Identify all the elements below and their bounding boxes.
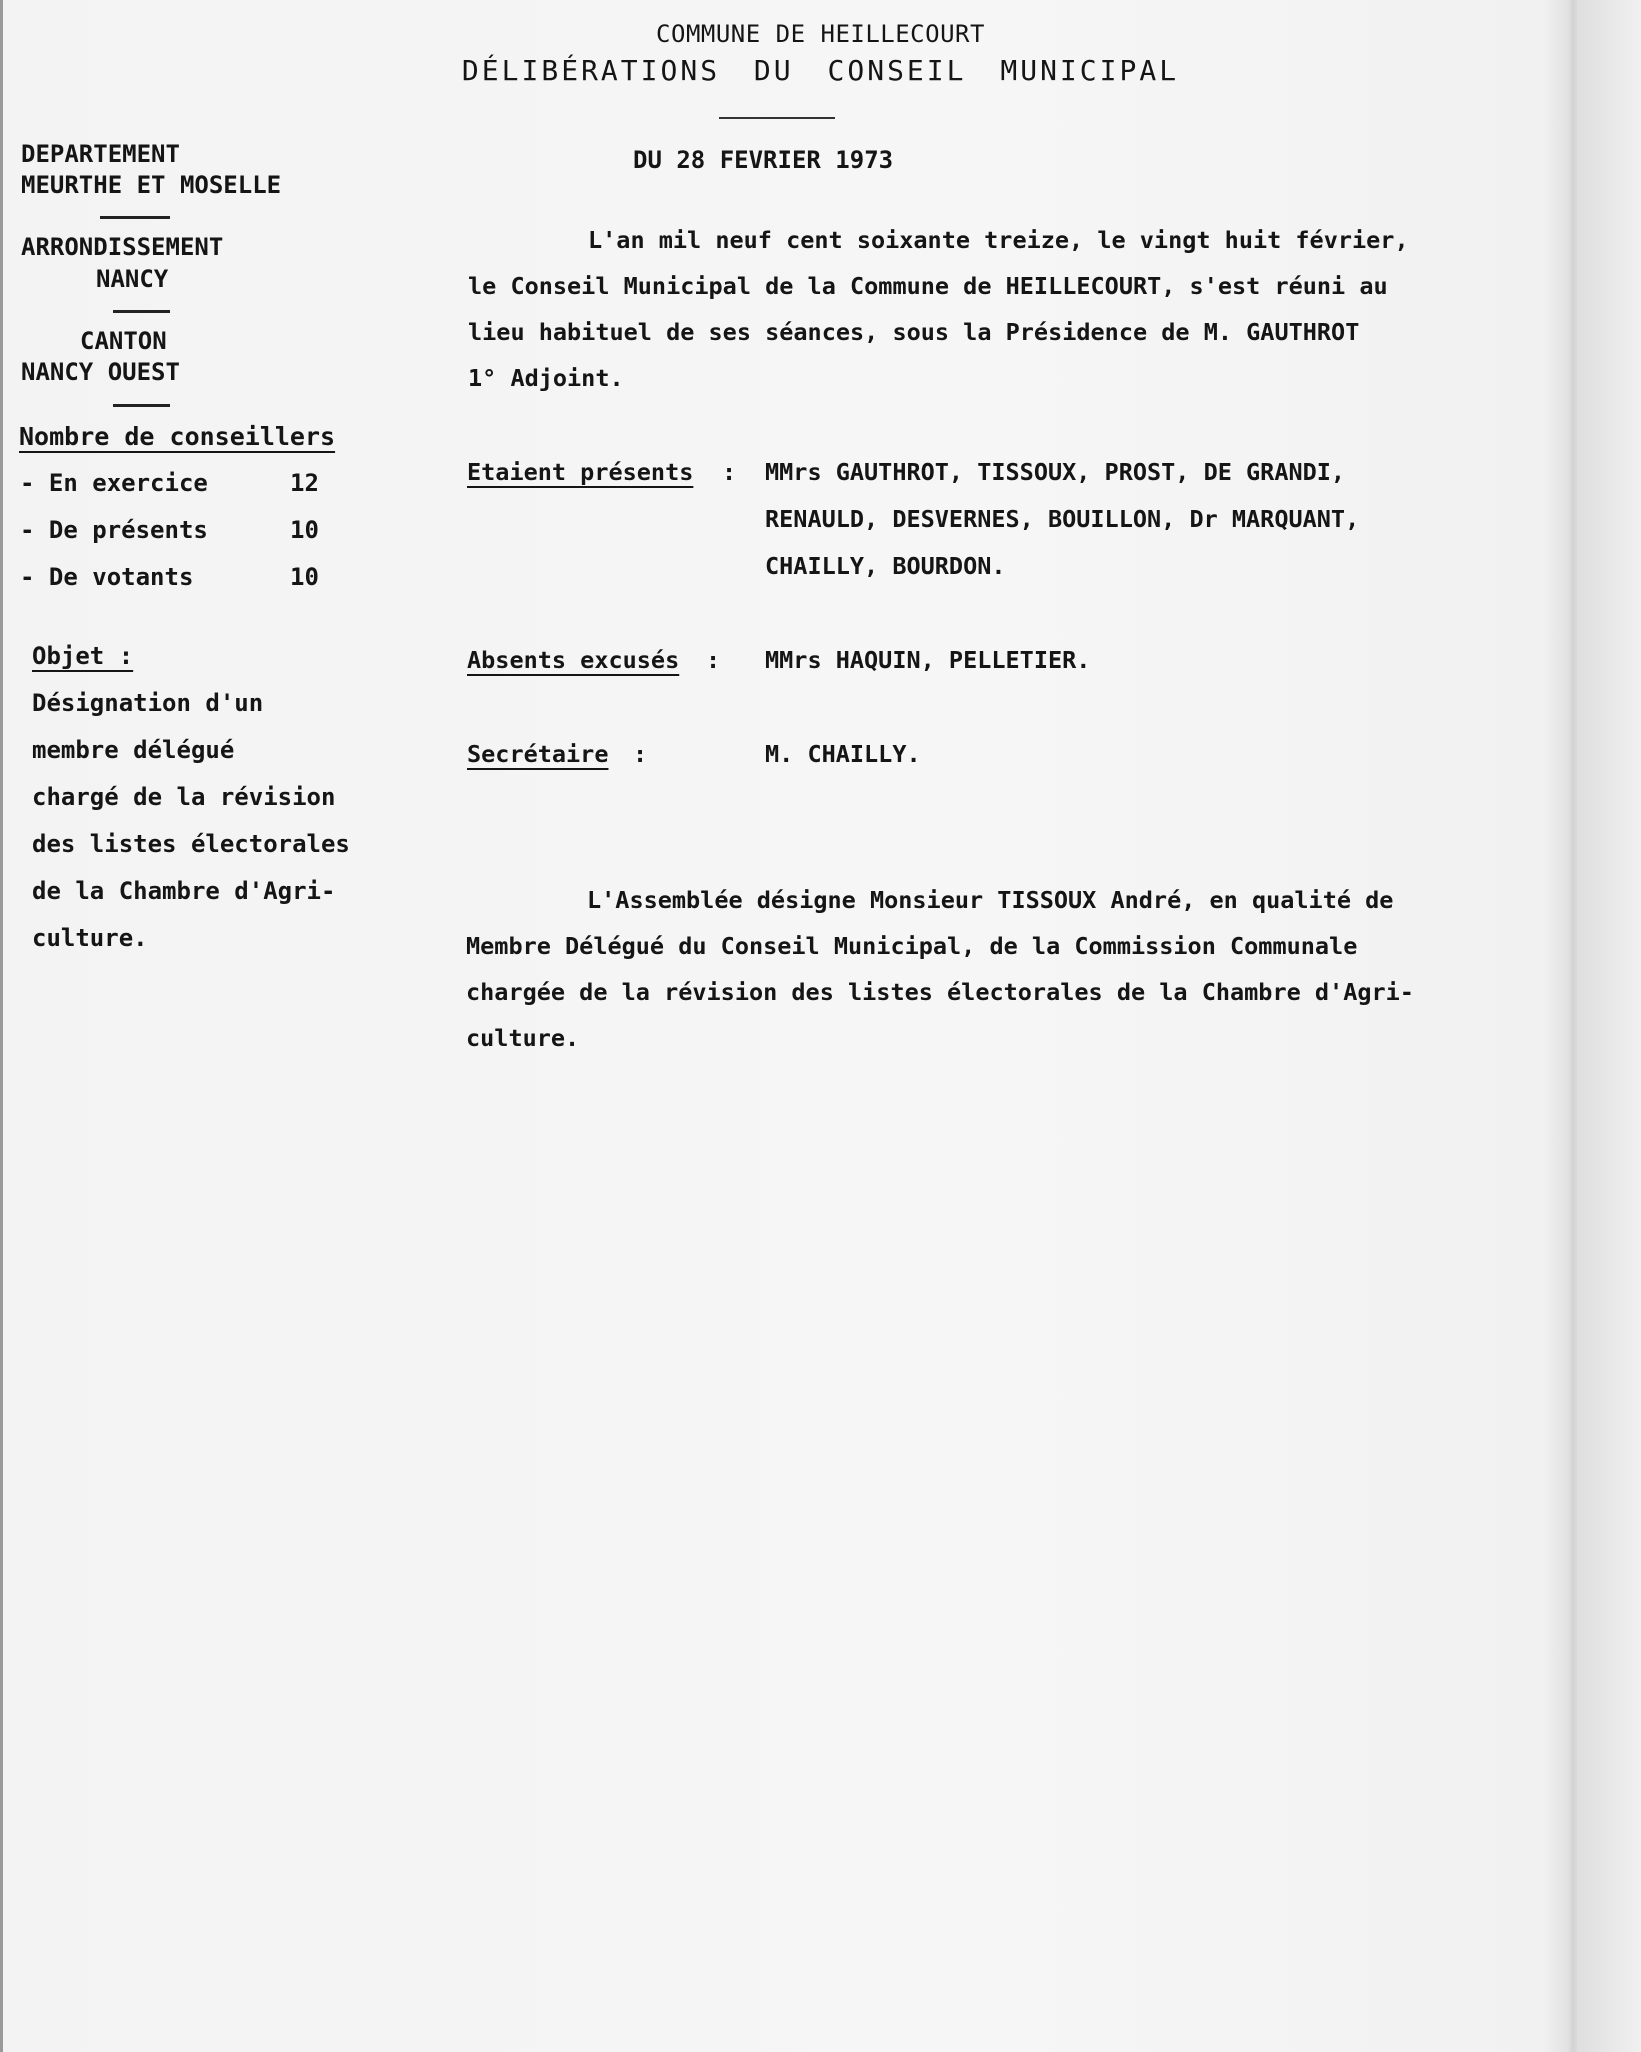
separator-dash [113, 310, 170, 313]
presents-line: RENAULD, DESVERNES, BOUILLON, Dr MARQUANT, [765, 505, 1360, 533]
intro-line: L'an mil neuf cent soixante treize, le vingt huit février, [588, 226, 1409, 254]
intro-line: 1° Adjoint. [468, 364, 624, 392]
objet-line: des listes électorales [32, 830, 350, 858]
objet-line: de la Chambre d'Agri- [32, 877, 336, 905]
secretaire-colon: : [633, 740, 648, 768]
absents-colon: : [706, 646, 721, 674]
count-label: - En exercice [20, 469, 208, 497]
presents-colon: : [722, 458, 737, 486]
departement-label: DEPARTEMENT [21, 140, 180, 168]
count-value: 12 [290, 469, 319, 497]
absents-label: Absents excusés [467, 646, 680, 674]
header-rule [719, 117, 835, 119]
presents-label: Etaient présents [467, 458, 694, 486]
objet-line: Désignation d'un [32, 689, 264, 717]
meeting-date: DU 28 FEVRIER 1973 [633, 146, 894, 174]
separator-dash [100, 216, 170, 219]
secretaire-label: Secrétaire [467, 740, 609, 768]
presents-line: MMrs GAUTHROT, TISSOUX, PROST, DE GRANDI, [765, 458, 1346, 486]
objet-line: membre délégué [32, 736, 235, 764]
count-value: 10 [290, 516, 319, 544]
decision-line: L'Assemblée désigne Monsieur TISSOUX André, en qualité de [587, 886, 1394, 914]
count-value: 10 [290, 563, 319, 591]
decision-line: culture. [466, 1024, 580, 1052]
intro-line: le Conseil Municipal de la Commune de HEILLECOURT, s'est réuni au [468, 272, 1388, 300]
canton-value: NANCY OUEST [21, 358, 180, 386]
scan-left-edge [0, 0, 3, 2052]
arrondissement-value: NANCY [96, 265, 169, 293]
canton-label: CANTON [80, 327, 167, 355]
objet-label-text: Objet : [32, 642, 134, 670]
departement-value: MEURTHE ET MOSELLE [21, 171, 282, 199]
document-title: DÉLIBÉRATIONS DU CONSEIL MUNICIPAL [461, 54, 1180, 87]
decision-line: chargée de la révision des listes électorales de la Chambre d'Agri- [466, 978, 1414, 1006]
intro-line: lieu habituel de ses séances, sous la Présidence de M. GAUTHROT [468, 318, 1360, 346]
arrondissement-label: ARRONDISSEMENT [21, 233, 224, 261]
objet-line: chargé de la révision [32, 783, 336, 811]
scan-fold-shadow [1568, 0, 1578, 2052]
decision-line: Membre Délégué du Conseil Municipal, de la Commission Communale [466, 932, 1358, 960]
presents-line: CHAILLY, BOURDON. [765, 552, 1006, 580]
objet-label [32, 642, 133, 670]
count-label: - De votants [20, 563, 194, 591]
absents-value: MMrs HAQUIN, PELLETIER. [765, 646, 1091, 674]
conseillers-heading: Nombre de conseillers [19, 422, 336, 451]
count-label: - De présents [20, 516, 208, 544]
secretaire-value: M. CHAILLY. [765, 740, 921, 768]
separator-dash [113, 404, 170, 407]
commune-heading: COMMUNE DE HEILLECOURT [656, 20, 985, 48]
objet-line: culture. [32, 924, 148, 952]
